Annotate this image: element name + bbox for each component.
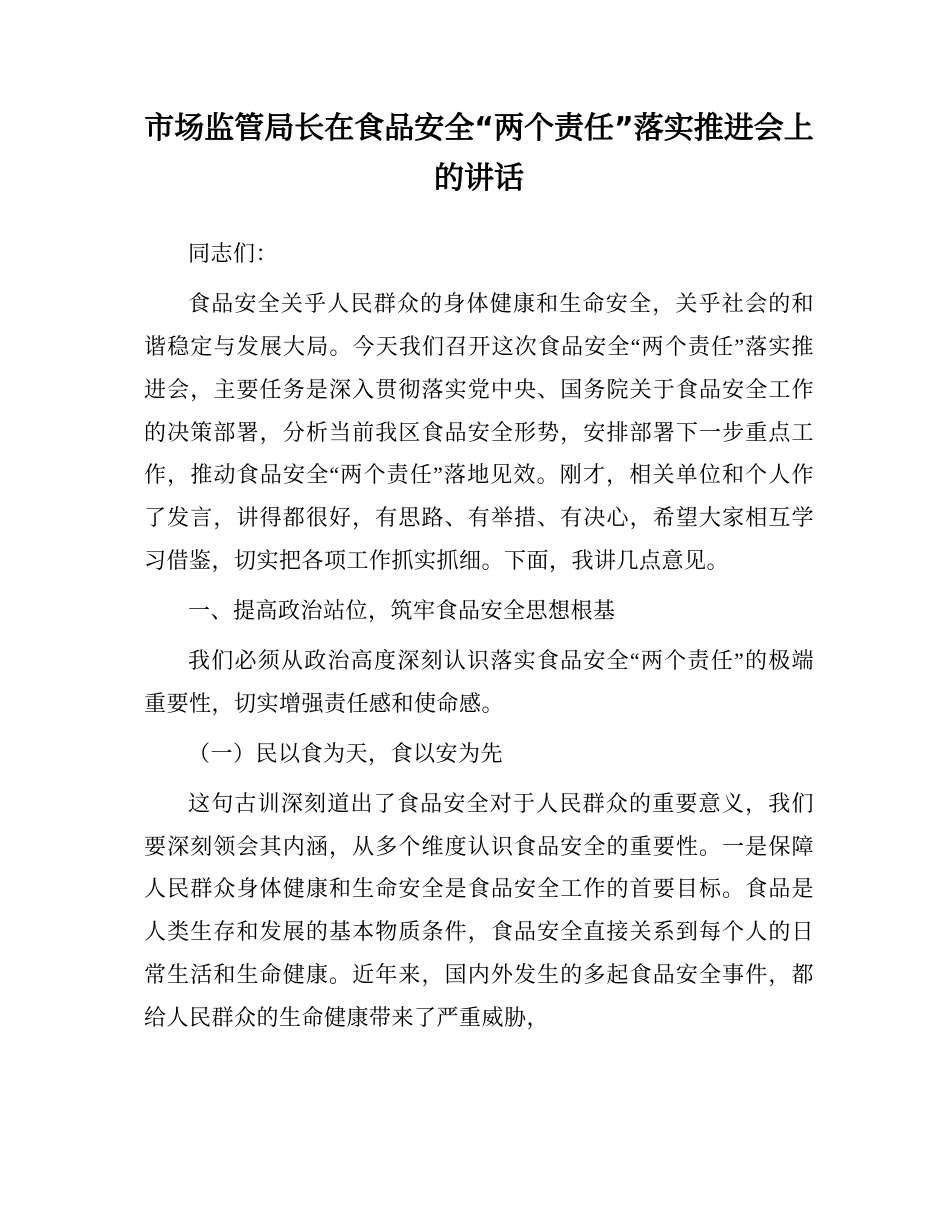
document-body bbox=[144, 233, 814, 1040]
paragraph-section-heading-1: 一、提高政治站位，筑牢食品安全思想根基 bbox=[188, 598, 616, 624]
paragraph-section-1-lead: 我们必须从政治高度深刻认识落实食品安全“两个责任”的极端重要性，切实增强责任感和使命感。 bbox=[144, 648, 814, 716]
paragraph-subsection-1-text: 这句古训深刻道出了食品安全对于人民群众的重要意义，我们要深刻领会其内涵，从多个维度认识食品安全的重要性。一是保障人民群众身体健康和生命安全是食品安全工作的首要目标。食品是人类生存和发展的基本物质条件，食品安全直接关系到每个人的日常生活和生命健康。近年来，国内外发生的多起食品安全事件，都给人民群众的生命健康带来了严重威胁， bbox=[144, 790, 814, 1031]
document-title: 市场监管局长在食品安全“两个责任”落实推进会上的讲话 bbox=[144, 111, 814, 196]
paragraph-intro: 食品安全关乎人民群众的身体健康和生命安全，关乎社会的和谐稳定与发展大局。今天我们召开这次食品安全“两个责任”落实推进会，主要任务是深入贯彻落实党中央、国务院关于食品安全工作的决策部署，分析当前我区食品安全形势，安排部署下一步重点工作，推动食品安全“两个责任”落地见效。刚才，相关单位和个人作了发言，讲得都很好，有思路、有举措、有决心，希望大家相互学习借鉴，切实把各项工作抓实抓细。下面，我讲几点意见。 bbox=[144, 290, 814, 574]
paragraph-subsection-heading-1: （一）民以食为天，食以安为先 bbox=[188, 740, 504, 766]
paragraph-salutation: 同志们： bbox=[188, 241, 279, 266]
